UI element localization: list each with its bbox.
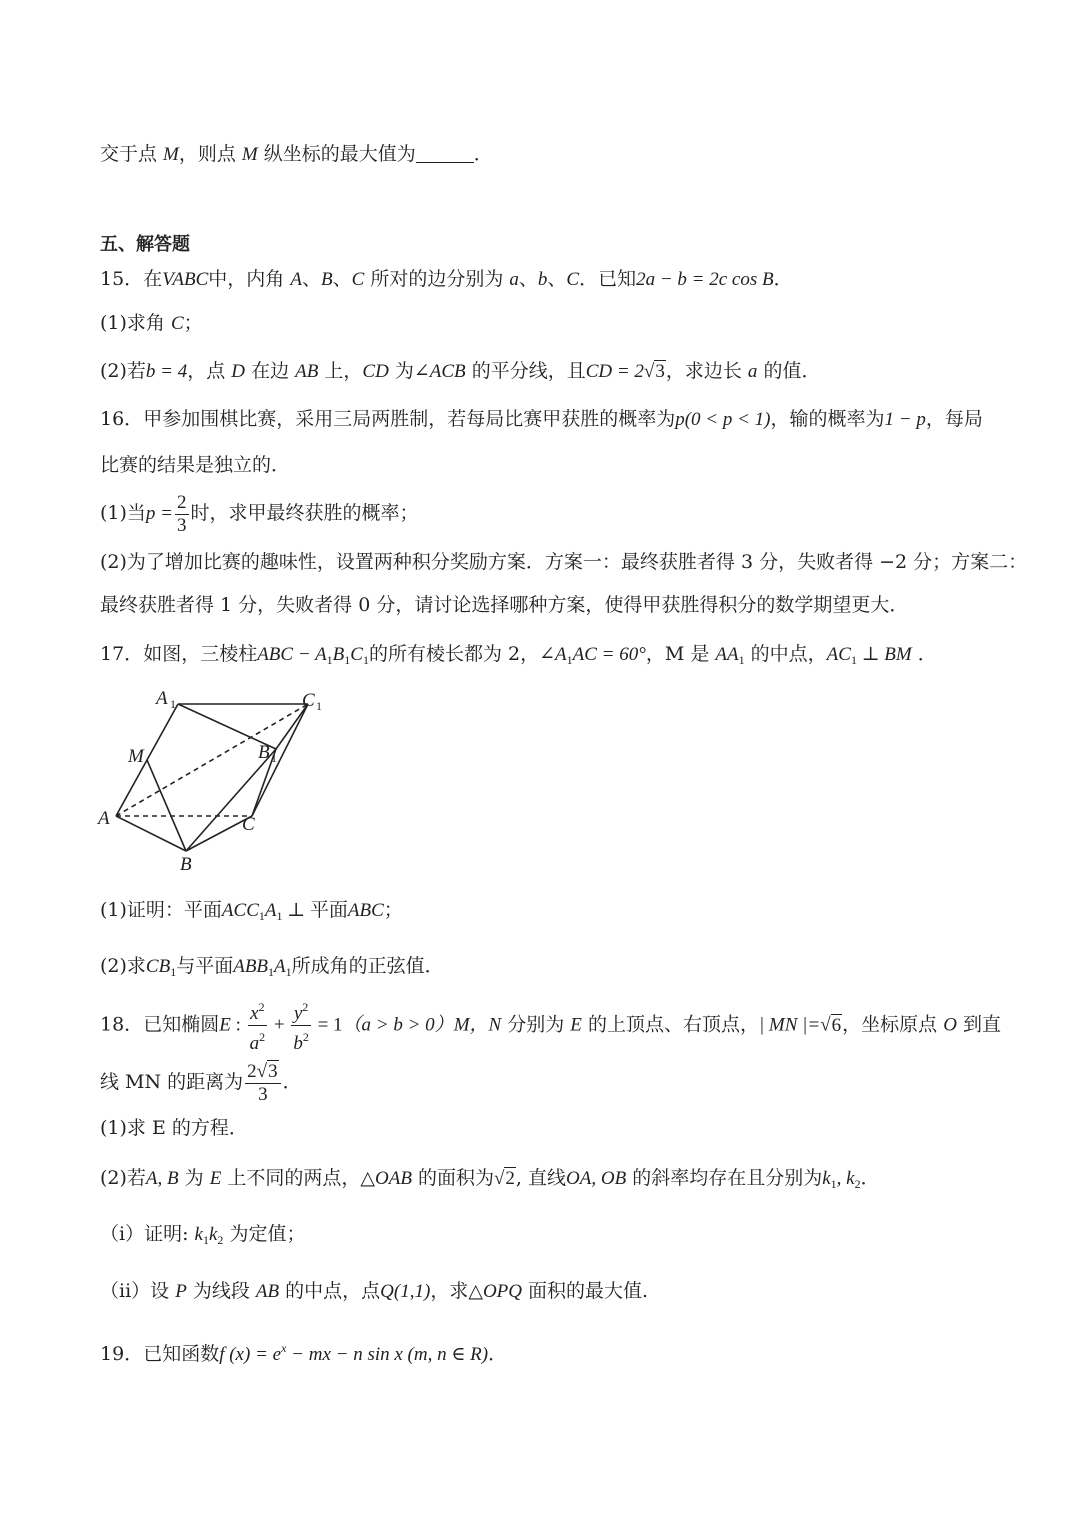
text: 、: [332, 268, 352, 290]
math: ∠A: [539, 644, 567, 665]
label-a1: A: [156, 688, 168, 709]
carry-over-line: [100, 140, 984, 169]
math: p =: [145, 503, 173, 524]
label-b1: B: [258, 742, 270, 763]
label-a: A: [98, 808, 110, 829]
q18-part1: (1)求 E 的方程．: [100, 1117, 248, 1139]
math: （a > b > 0）: [342, 1014, 454, 1036]
math: AC = 60°: [572, 644, 646, 665]
math: b: [537, 269, 548, 290]
text: ，点: [187, 360, 232, 382]
superscript: 2: [302, 1000, 309, 1014]
math: △OPQ: [468, 1281, 522, 1302]
text: 甲参加围棋比赛，采用三局两胜制，若每局比赛甲获胜的概率为: [143, 408, 676, 430]
math: C: [350, 644, 363, 665]
math: C: [170, 313, 184, 334]
text: ，则点: [178, 143, 242, 165]
superscript: x: [281, 1341, 287, 1355]
text: 面积的最大值.: [522, 1280, 649, 1302]
superscript: 2: [259, 1030, 266, 1044]
subscript: 2: [854, 1177, 861, 1191]
text: 的中点，: [744, 643, 827, 665]
text: 平面: [309, 899, 348, 921]
text: 为线段: [186, 1280, 256, 1302]
text: ；: [383, 899, 403, 921]
question-number: 19．: [100, 1343, 144, 1365]
math: AB: [255, 1281, 280, 1302]
text: 为: [388, 360, 414, 382]
math: − mx − n sin x (m, n ∈ R): [286, 1344, 489, 1365]
sqrt-sign: √: [643, 361, 655, 382]
math: B: [332, 644, 345, 665]
text: ，求: [430, 1280, 469, 1302]
math: ABC: [347, 900, 384, 921]
numerator: 2: [177, 491, 187, 513]
text: 的所有棱长都为 2，: [368, 643, 540, 665]
math: A: [290, 269, 302, 290]
text: ，坐标原点: [842, 1013, 944, 1036]
text: ．: [282, 1071, 302, 1093]
math: AA: [715, 644, 739, 665]
subscript: 1: [738, 653, 745, 667]
math: :: [230, 1014, 246, 1036]
subscript: 1: [258, 909, 265, 923]
text: 、: [547, 268, 567, 290]
math: A: [264, 900, 277, 921]
question-number: 15．: [100, 268, 144, 290]
math: p(0 < p < 1): [675, 409, 771, 430]
q15-stem: [100, 265, 984, 294]
text: 为定值；: [223, 1223, 306, 1245]
math: 6: [831, 1014, 842, 1036]
math: ABB: [233, 956, 269, 977]
math: k: [194, 1224, 203, 1245]
math: OA, OB: [566, 1168, 627, 1189]
math: | MN |=: [758, 1014, 821, 1036]
math-equation: 2a − b = 2c cos B: [636, 269, 774, 290]
math: CD: [362, 361, 389, 382]
subscript: 1: [830, 1177, 837, 1191]
sqrt-sign: √: [493, 1168, 505, 1189]
math: A: [274, 956, 286, 977]
q16-stem-line2: 比赛的结果是独立的．: [100, 454, 291, 476]
math: 3: [655, 361, 665, 382]
math: CB: [145, 956, 171, 977]
math: k: [208, 1224, 218, 1245]
section-title: 五、解答题: [100, 234, 190, 255]
math: E: [209, 1168, 222, 1189]
label-c: C: [242, 814, 255, 835]
text: ．: [860, 1167, 880, 1189]
denominator: 3: [258, 1083, 268, 1105]
math: CD = 2: [585, 361, 644, 382]
sqrt-sign: √: [256, 1060, 268, 1082]
q15-part2: [100, 357, 984, 386]
text: ．: [773, 268, 793, 290]
math: B: [320, 269, 333, 290]
math: M，N: [453, 1014, 502, 1036]
text: 的斜率均存在且分别为: [626, 1167, 823, 1189]
label-sub: 1: [170, 697, 176, 711]
math: C: [351, 269, 365, 290]
text: （ii）设: [100, 1280, 176, 1302]
math: C: [566, 269, 580, 290]
math: O: [943, 1014, 957, 1036]
math: a: [509, 269, 519, 290]
text: (1)证明：平面: [100, 899, 222, 921]
edge-mb: [147, 760, 186, 851]
text: 所对的边分别为: [364, 268, 510, 290]
math: +: [269, 1014, 290, 1036]
text: ．: [488, 1343, 508, 1365]
text: 到直: [956, 1013, 1001, 1036]
superscript: 2: [302, 1030, 309, 1044]
label-c1: C: [302, 690, 315, 711]
text: (2)求: [100, 955, 146, 977]
q15-part1: [100, 309, 984, 338]
math: , k: [836, 1168, 855, 1189]
math: D: [231, 361, 246, 382]
subscript: 1: [285, 965, 292, 979]
math: ACC: [221, 900, 259, 921]
math: b = 4: [145, 361, 188, 382]
text: 在: [143, 268, 163, 290]
question-number: 18．: [100, 1013, 144, 1036]
math: = 1: [312, 1014, 343, 1036]
text: , 直线: [515, 1167, 567, 1189]
text: 与平面: [176, 955, 234, 977]
text: (2)若: [100, 360, 146, 382]
math: k: [822, 1168, 831, 1189]
numerator-root: 3: [268, 1060, 278, 1082]
text: 所成角的正弦值．: [291, 955, 444, 977]
text: (2)若: [100, 1167, 146, 1189]
prism-figure: [96, 684, 336, 884]
text: ，输的概率为: [770, 408, 885, 430]
text: (1)求角: [100, 312, 171, 334]
q19-stem: [100, 1334, 984, 1369]
text: 的面积为: [411, 1167, 494, 1189]
math: ∠ACB: [413, 361, 466, 382]
math: ⊥ BM: [856, 644, 912, 665]
math: E: [570, 1014, 582, 1036]
subscript: 1: [566, 653, 573, 667]
fraction-x2-a2: [248, 996, 268, 1055]
subscript: 1: [202, 1233, 209, 1247]
denominator: a: [249, 1033, 260, 1054]
fraction-distance: [245, 1061, 280, 1106]
math: f (x) = e: [219, 1344, 282, 1365]
text: 为: [178, 1167, 210, 1189]
text: 线 MN 的距离为: [100, 1071, 244, 1093]
math: AC: [826, 644, 851, 665]
superscript: 2: [258, 1000, 265, 1014]
q18-part2: [100, 1164, 984, 1198]
text: 、: [301, 268, 321, 290]
var-m: M: [241, 144, 258, 165]
text: 如图，三棱柱: [143, 643, 258, 665]
text: 上，: [318, 360, 363, 382]
subscript: 1: [344, 653, 351, 667]
numerator: x: [250, 1003, 259, 1024]
fraction: [175, 492, 189, 537]
math: P: [175, 1281, 187, 1302]
q16-part2-line2: 最终获胜者得 1 分，失败者得 0 分，请讨论选择哪种方案，使得甲获胜得积分的数学期望更大．: [100, 594, 909, 616]
text: 的中点，点: [279, 1280, 381, 1302]
text: (1)当: [100, 502, 146, 524]
math: A, B: [145, 1168, 179, 1189]
fraction-y2-b2: [291, 996, 311, 1055]
text: ，M 是: [645, 643, 716, 665]
q16-part1: [100, 490, 984, 537]
text: 的值．: [757, 360, 821, 382]
text: 上不同的两点，: [221, 1167, 361, 1189]
label-sub: 1: [271, 751, 277, 765]
text: 已知函数: [143, 1343, 220, 1365]
text: 交于点: [100, 143, 164, 165]
q18-stem-line1: [100, 996, 1001, 1055]
subscript: 1: [268, 965, 275, 979]
math: △OAB: [360, 1168, 412, 1189]
math: AB: [295, 361, 319, 382]
subscript: 1: [326, 653, 333, 667]
q17-stem: [100, 640, 984, 674]
text: ，求边长: [665, 360, 748, 382]
q18-stem-line2: [100, 1056, 984, 1108]
text: ，每局: [925, 408, 983, 430]
var-m: M: [163, 144, 179, 165]
subscript: 1: [850, 653, 857, 667]
math: Q(1,1): [380, 1281, 431, 1302]
q16-stem-line1: [100, 405, 984, 434]
prism-diagram: [96, 684, 336, 884]
denominator: b: [293, 1033, 303, 1054]
text: 时，求甲最终获胜的概率；: [190, 502, 419, 524]
text: 在边: [245, 360, 296, 382]
label-m: M: [128, 746, 144, 767]
answer-blank[interactable]: [416, 142, 474, 163]
text: 中，内角: [208, 268, 291, 290]
math: 1 − p: [884, 409, 926, 430]
text: 的上顶点、右顶点，: [581, 1013, 759, 1036]
label-sub: 1: [316, 699, 322, 713]
math: ABC − A: [257, 644, 327, 665]
text: ．: [473, 143, 493, 165]
text: ；: [183, 312, 203, 334]
text: （i）证明:: [100, 1223, 195, 1245]
edge-ab: [116, 816, 186, 851]
subscript: 1: [276, 909, 283, 923]
text: ．: [911, 643, 937, 665]
question-number: 16．: [100, 408, 144, 430]
math: E: [219, 1014, 231, 1036]
subscript: 1: [170, 965, 177, 979]
text: 已知椭圆: [143, 1013, 220, 1036]
text: 、: [518, 268, 538, 290]
q16-part2-line1: (2)为了增加比赛的趣味性，设置两种积分奖励方案．方案一：最终获胜者得 3 分，失败者得 −2 分；方案二：: [100, 551, 1028, 573]
q17-part2: [100, 952, 984, 986]
text: 分别为: [501, 1013, 571, 1036]
math: a: [747, 361, 758, 382]
math: 2: [505, 1168, 515, 1189]
numerator: y: [293, 1003, 303, 1024]
numerator: 2: [247, 1060, 257, 1082]
math: VABC: [162, 269, 209, 290]
q18-part2-i: [100, 1220, 984, 1254]
subscript: 2: [217, 1233, 224, 1247]
q17-part1: [100, 896, 984, 930]
question-number: 17．: [100, 643, 144, 665]
sqrt-sign: √: [820, 1014, 831, 1036]
edge-b1b: [186, 749, 276, 851]
text: 的平分线，且: [465, 360, 586, 382]
label-b: B: [180, 854, 192, 875]
text: 纵坐标的最大值为: [257, 143, 416, 165]
text: ．已知: [579, 268, 637, 290]
math: ⊥: [282, 900, 310, 921]
q18-part2-ii: [100, 1277, 984, 1306]
subscript: 1: [362, 653, 369, 667]
denominator: 3: [177, 514, 187, 536]
